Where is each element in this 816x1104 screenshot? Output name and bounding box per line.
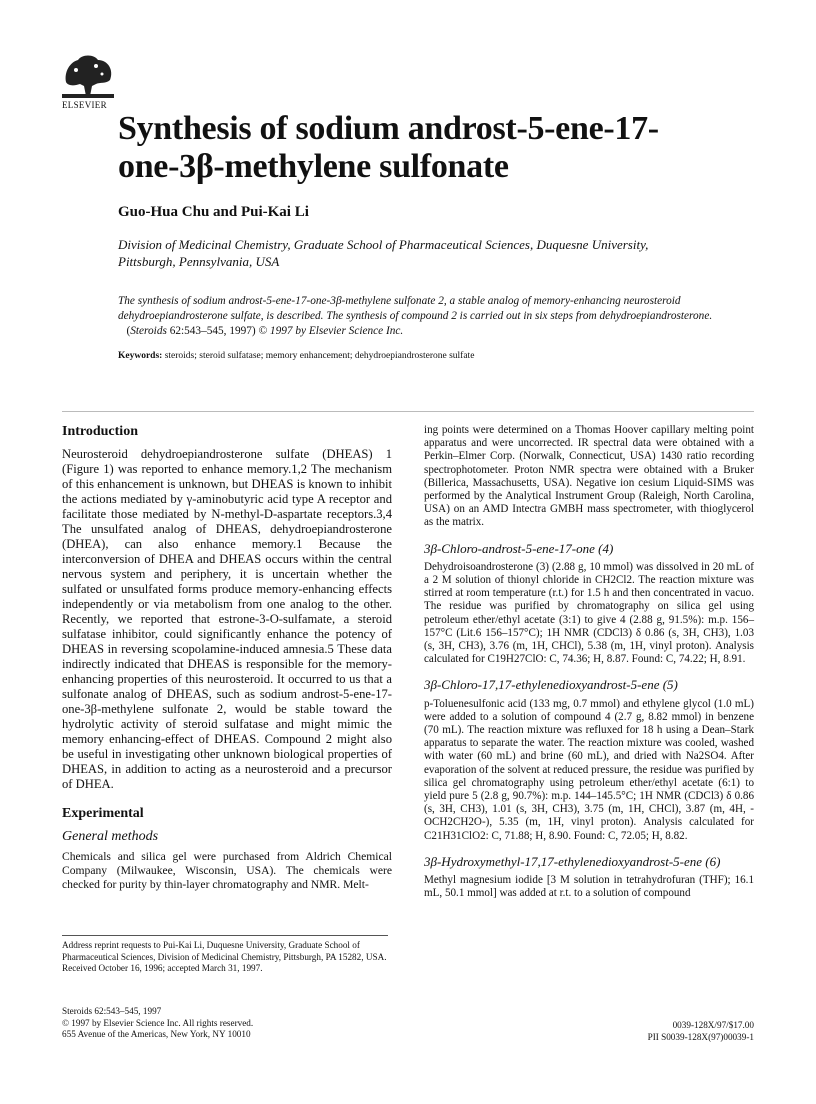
publisher-name: ELSEVIER [62, 100, 107, 110]
issn-price: 0039-128X/97/$17.00 [672, 1020, 754, 1030]
title-line-1: Synthesis of sodium androst-5-ene-17- [118, 110, 659, 147]
header-divider [62, 411, 754, 412]
journal-citation: Steroids 62:543–545, 1997 [62, 1006, 162, 1016]
compound-6-heading: 3β-Hydroxymethyl-17,17-ethylenedioxyandrost-5-ene (6) [424, 853, 721, 869]
keywords [118, 351, 738, 361]
article-title [118, 110, 718, 186]
keywords-text: steroids; steroid sulfatase; memory enhancement; dehydroepiandrosterone sulfate [164, 351, 475, 361]
introduction-paragraph: Neurosteroid dehydroepiandrosterone sulfate (DHEAS) 1 (Figure 1) was reported to enhance memory.1,2 The mechanism of this enhancement is unknown, but DHEAS is known to inhibit the actions mediated by γ-aminobutyric acid type A receptor and facilitate those mediated by N-methyl-D-aspartate receptors.3,4 The unsulfated analog of DHEAS, dehydroepiandrosterone (DHEA), can also enhance memory.1 Because the interconversion of DHEA and DHEAS occurs within the central nervous system and periphery, it is uncertain whether the sulfated or unsulfated forms produce memory-enhancing effects independently or via metabolism from one analog to the other. Recently, we reported that estrone-3-O-sulfamate, a steroid sulfatase inhibitor, could significantly enhance the potency of DHEAS in reversing scopolamine-induced amnesia.5 These data indirectly indicated that DHEAS is responsible for the memory-enhancing properties of this neurosteroid. It occurred to us that a sulfonate analog of DHEAS, such as sodium androst-5-ene-17-one-3β-methylene sulfonate 2, would be stable toward the hydrolytic activity of steroid sulfatase and might mimic the memory enhancing-effect of DHEAS. Compound 2 might also be useful in investigating other unknown biological properties of DHEAS, in addition to acting as a neurosteroid and a precursor of DHEA. [62, 447, 392, 791]
right-column [424, 424, 754, 901]
abstract: The synthesis of sodium androst-5-ene-17-one-3β-methylene sulfonate 2, a stable analog of memory-enhancing neurosteroid dehydroepiandrosterone sulfate, is described. The synthesis of compound 2 is carried out in six steps from dehydroepiandrosterone. (Steroids 62:543–545, 1997) © 1997 by Elsevier Science Inc. [118, 295, 713, 337]
pii: PII S0039-128X(97)00039-1 [647, 1031, 754, 1042]
compound-6-paragraph: Methyl magnesium iodide [3 M solution in tetrahydrofuran (THF); 16.1 mL, 50.1 mmol] was added at r.t. to a solution of compound [424, 874, 754, 900]
compound-5-paragraph: p-Toluenesulfonic acid (133 mg, 0.7 mmol) and ethylene glycol (1.0 mL) were added to a solution of compound 4 (2.7 g, 8.82 mmol) in benzene (70 mL). The reaction mixture was refluxed for 18 h using a Dean–Stark apparatus to separate the water. The reaction mixture was cooled, washed with water (60 mL) and brine (60 mL), and dried with Na2SO4. After evaporation of the solvent at reduced pressure, the residue was purified by silica gel chromatography using petroleum ether/ethyl acetate (6:1) to yield pure 5 (2.8 g, 90.7%): m.p. 144–145.5°C; 1H NMR (CDCl3) δ 0.86 (s, 3H, CH3), 1.01 (s, 3H, CH3), 3.75 (m, 1H, CHCl), 3.87 (m, 4H, -OCH2CH2O-), 5.35 (m, 1H, vinyl proton). Analysis calculated for C21H31ClO2: C, 71.88; H, 8.90. Found: C, 72.05; H, 8.82. [424, 697, 754, 842]
footnote-divider [62, 935, 388, 936]
elsevier-tree-logo-icon [62, 52, 114, 98]
experimental-heading: Experimental [62, 806, 144, 821]
compound-4-paragraph: Dehydroisoandrosterone (3) (2.88 g, 10 mmol) was dissolved in 20 mL of a 2 M solution of thionyl chloride in CH2Cl2. The reaction mixture was stirred at room temperature (r.t.) for 1.5 h and then concentrated in vacuo. The residue was purified by chromatography on silica gel using petroleum ether/ethyl acetate (3:1) to give 4 (2.88 g, 91.5%): m.p. 156–157°C (Lit.6 156–157°C); 1H NMR (CDCl3) δ 0.86 (s, 3H, CH3), 1.03 (s, 3H, CH3), 3.76 (m, 1H, CHCl), 5.38 (m, 1H, vinyl proton). Analysis calculated for C19H27ClO: C, 74.36; H, 8.87. Found: C, 74.22; H, 8.91. [424, 560, 754, 666]
general-methods-paragraph: Chemicals and silica gel were purchased from Aldrich Chemical Company (Milwaukee, Wisconsin, USA). The chemicals were checked for purity by thin-layer chromatography and NMR. Melt- [62, 850, 392, 891]
authors: Guo-Hua Chu and Pui-Kai Li [118, 204, 309, 220]
abstract-text: The synthesis of sodium androst-5-ene-17-one-3β-methylene sulfonate 2, a stable analog of memory-enhancing neurosteroid dehydroepiandrosterone sulfate, is described. The synthesis of compound 2 is carried out in six steps from dehydroepiandrosterone. [118, 295, 713, 322]
left-column [62, 424, 392, 892]
received-dates: Received October 16, 1996; accepted March 31, 1997. [62, 963, 263, 973]
footer-right [648, 1020, 754, 1043]
compound-5-heading: 3β-Chloro-17,17-ethylenedioxyandrost-5-ene (5) [424, 677, 678, 693]
reprint-address: Address reprint requests to Pui-Kai Li, Duquesne University, Graduate School of Pharmaceutical Sciences, Division of Medicinal Chemistry, Pittsburgh, PA 15282, USA. [62, 940, 387, 962]
introduction-heading: Introduction [62, 424, 138, 439]
footer-left [62, 1006, 253, 1041]
footnote [62, 940, 388, 975]
affiliation: Division of Medicinal Chemistry, Graduate School of Pharmaceutical Sciences, Duquesne University, Pittsburgh, Pennsylvania, USA [118, 237, 649, 269]
keywords-label: Keywords: [118, 351, 163, 361]
footer-copyright: © 1997 by Elsevier Science Inc. All rights reserved. [62, 1017, 254, 1028]
title-line-2: one-3β-methylene sulfonate [118, 148, 509, 185]
compound-4-heading: 3β-Chloro-androst-5-ene-17-one (4) [424, 540, 614, 556]
citation-detail: 62:543–545, 1997) [169, 325, 256, 337]
methods-continuation: ing points were determined on a Thomas Hoover capillary melting point apparatus and were uncorrected. IR spectral data were obtained with a Perkin–Elmer Corp. (Norwalk, Connecticut, USA) 1430 ratio recording spectrophotometer. Proton NMR spectra were obtained with a Bruker (Billerica, Massachusetts, USA). Negative ion cesium Liquid-SIMS was performed by the Analytical Instrument Group (Raleigh, North Carolina, USA) on an AMD Intectra GMBH mass spectrometer, with thioglycerol as the matrix. [424, 424, 754, 529]
publisher-address: 655 Avenue of the Americas, New York, NY 10010 [62, 1029, 251, 1039]
general-methods-heading: General methods [62, 829, 159, 844]
copyright: © 1997 by Elsevier Science Inc. [258, 325, 404, 337]
citation-journal: Steroids [130, 325, 167, 337]
